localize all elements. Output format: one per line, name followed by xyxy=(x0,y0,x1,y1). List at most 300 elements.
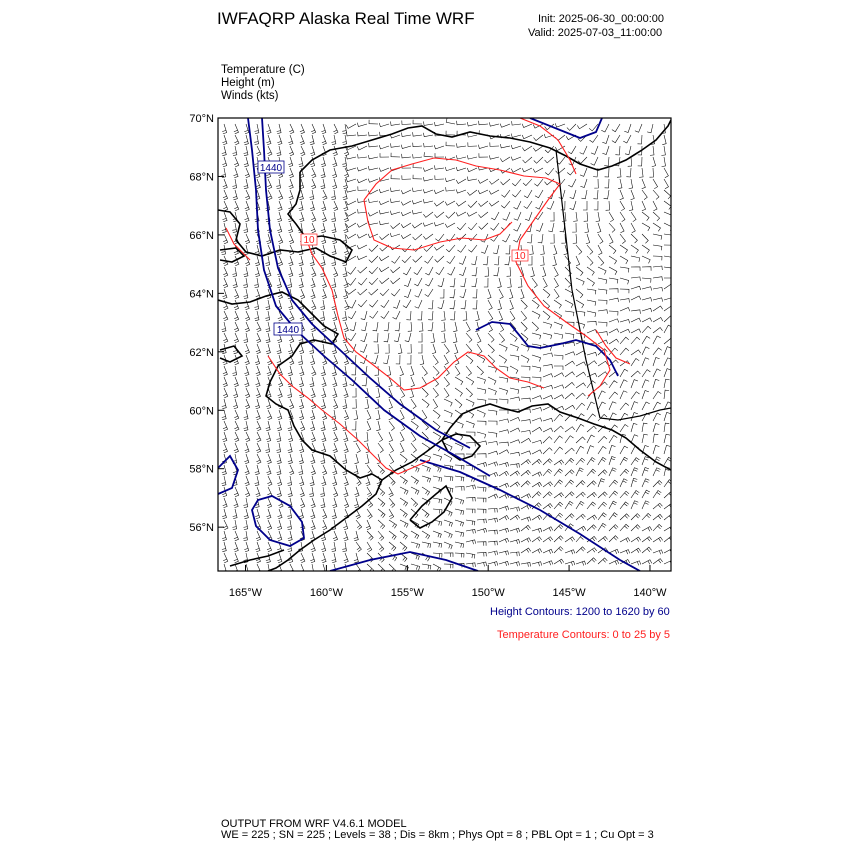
wind-barb xyxy=(422,388,428,397)
wind-barb xyxy=(394,333,400,342)
wind-barb xyxy=(414,278,422,286)
wind-barb xyxy=(433,366,439,375)
wind-barb xyxy=(487,289,491,299)
wind-barb xyxy=(466,509,475,513)
wind-barb xyxy=(488,300,492,310)
wind-barb xyxy=(268,190,273,200)
wind-barb xyxy=(629,179,633,189)
wind-barb xyxy=(653,287,663,291)
wind-barb xyxy=(653,201,657,211)
wind-barb xyxy=(510,440,520,444)
wind-barb xyxy=(554,333,563,339)
wind-barb xyxy=(344,498,349,508)
wind-barb xyxy=(403,267,411,275)
wind-barb xyxy=(471,256,477,265)
wind-barb xyxy=(510,540,520,544)
wind-barb xyxy=(422,410,427,420)
wind-barb xyxy=(499,355,507,363)
wind-barb xyxy=(477,421,486,425)
wind-barb xyxy=(642,457,649,465)
wind-barb xyxy=(456,179,466,184)
wind-barb xyxy=(554,355,563,360)
wind-barb xyxy=(267,366,272,376)
wind-barb xyxy=(609,480,618,487)
wind-barb xyxy=(332,278,336,288)
wind-barb xyxy=(332,553,336,563)
wind-barb xyxy=(664,379,670,388)
wind-barb xyxy=(234,432,239,442)
wind-barb xyxy=(256,454,261,464)
wind-barb xyxy=(428,322,433,331)
wind-barb xyxy=(510,528,520,533)
wind-barb xyxy=(473,300,477,309)
wind-barb xyxy=(365,454,369,464)
wind-barb xyxy=(380,289,389,296)
wind-barb xyxy=(631,359,639,367)
wind-barb xyxy=(488,518,498,522)
wind-barb xyxy=(244,520,248,530)
wind-barb xyxy=(468,142,477,146)
wind-barb xyxy=(390,233,400,237)
wind-barb xyxy=(234,322,239,332)
wind-barb xyxy=(378,542,384,552)
wind-barb xyxy=(441,322,445,331)
wind-barb xyxy=(499,506,509,511)
wind-barb xyxy=(245,355,250,365)
wind-barb xyxy=(642,336,650,344)
wind-barb xyxy=(402,256,411,263)
wind-barb xyxy=(411,487,419,495)
wind-barb xyxy=(276,443,280,453)
wind-barb xyxy=(510,452,520,456)
wind-barb xyxy=(256,344,260,354)
wind-barb xyxy=(277,124,281,134)
wind-barb xyxy=(289,146,294,156)
wind-barb xyxy=(587,352,597,356)
wind-barb xyxy=(369,120,378,124)
wind-barb xyxy=(521,300,527,309)
wind-barb xyxy=(288,443,293,453)
wind-barb xyxy=(267,124,272,134)
wind-barb xyxy=(245,201,250,211)
wind-barb xyxy=(642,402,650,410)
wind-barb xyxy=(332,179,336,189)
wind-barb xyxy=(331,542,335,552)
wind-barb xyxy=(266,135,271,145)
wind-barb xyxy=(499,410,508,414)
wind-barb xyxy=(578,157,587,164)
wind-barb xyxy=(620,491,629,498)
wind-barb xyxy=(332,476,336,486)
wind-barb xyxy=(507,267,511,276)
wind-barb xyxy=(445,223,455,227)
wind-barb xyxy=(364,432,368,441)
temperature-contours xyxy=(226,118,630,474)
wind-barb xyxy=(435,175,444,179)
wind-barb xyxy=(540,245,544,255)
wind-barb xyxy=(393,300,400,308)
wind-barb xyxy=(256,421,261,431)
wind-barb xyxy=(455,421,463,428)
wind-barb xyxy=(653,318,663,323)
wind-barb xyxy=(653,550,663,555)
wind-barb xyxy=(501,190,510,197)
wind-barb xyxy=(664,536,674,542)
wind-barb xyxy=(488,541,497,545)
wind-barb xyxy=(532,562,542,567)
wind-barb xyxy=(234,168,239,178)
wind-barb xyxy=(601,124,609,132)
wind-barb xyxy=(244,157,248,167)
wind-barb xyxy=(401,234,411,239)
wind-barb xyxy=(299,410,303,420)
wind-barb xyxy=(288,487,292,497)
wind-barb xyxy=(310,410,314,420)
wind-barb xyxy=(521,517,531,522)
wind-barb xyxy=(365,399,369,409)
temp-contour-label-2: 10 xyxy=(514,251,526,262)
wind-barb xyxy=(425,289,433,297)
wind-barb xyxy=(391,278,401,284)
wind-barb xyxy=(543,333,552,339)
wind-barb xyxy=(510,515,520,520)
wind-barb xyxy=(357,256,367,260)
wind-barb xyxy=(521,451,531,455)
wind-barb xyxy=(587,414,596,421)
wind-barb xyxy=(477,519,486,523)
wind-barb xyxy=(642,513,651,520)
wind-barb xyxy=(333,267,338,277)
wind-barb xyxy=(548,190,554,199)
wind-barb xyxy=(467,212,477,216)
wind-barb xyxy=(455,542,464,548)
wind-barb xyxy=(587,245,593,254)
wind-barb xyxy=(223,190,228,200)
wind-barb xyxy=(423,234,433,239)
wind-barb xyxy=(435,256,444,262)
wind-barb xyxy=(255,256,259,266)
wind-barb xyxy=(554,366,563,370)
wind-barb xyxy=(289,256,294,266)
wind-barb xyxy=(299,476,304,486)
wind-barb xyxy=(609,339,619,344)
wind-barb xyxy=(444,454,452,462)
wind-barb xyxy=(357,223,367,227)
wind-barb xyxy=(664,297,674,301)
wind-barb xyxy=(543,459,552,465)
wind-barb xyxy=(653,423,659,432)
wind-barb xyxy=(277,553,281,563)
wind-barb xyxy=(642,479,649,487)
wind-barb xyxy=(310,256,314,266)
wind-barb xyxy=(642,256,650,263)
wind-barb xyxy=(532,333,541,339)
wind-barb xyxy=(358,289,367,295)
wind-barb xyxy=(391,289,400,296)
wind-barb xyxy=(299,465,303,475)
wind-barb xyxy=(554,289,559,299)
wind-barb xyxy=(398,344,402,354)
wind-barb xyxy=(642,278,651,283)
wind-barb xyxy=(500,144,510,148)
wind-barb xyxy=(344,476,349,486)
wind-barb xyxy=(554,525,563,532)
wind-barb xyxy=(501,201,510,208)
wind-barb xyxy=(223,201,228,211)
wind-barb xyxy=(609,536,618,542)
wind-barb xyxy=(587,330,597,334)
wind-barb xyxy=(642,501,649,509)
wind-barb xyxy=(543,311,550,320)
wind-barb xyxy=(652,157,656,167)
wind-barb xyxy=(422,509,429,518)
wind-barb xyxy=(609,298,619,302)
wind-barb xyxy=(350,322,356,331)
wind-barb xyxy=(535,190,543,198)
wind-barb xyxy=(223,267,228,277)
wind-barb xyxy=(642,234,648,243)
wind-barb xyxy=(565,427,575,432)
wind-barb xyxy=(376,388,380,398)
wind-barb xyxy=(370,311,379,318)
wind-barb xyxy=(489,201,499,206)
wind-barb xyxy=(357,245,367,249)
wind-barb xyxy=(256,531,261,541)
wind-barb xyxy=(455,399,462,408)
wind-barb xyxy=(384,322,389,331)
wind-barb xyxy=(245,443,249,453)
wind-barb xyxy=(222,223,227,233)
wind-barb xyxy=(522,124,532,128)
wind-barb xyxy=(299,212,304,222)
wind-barb xyxy=(576,278,584,285)
wind-barb xyxy=(333,201,338,211)
wind-barb xyxy=(639,168,643,177)
wind-barb xyxy=(631,212,636,222)
wind-barb xyxy=(410,366,414,376)
wind-barb xyxy=(436,267,444,275)
wind-barb xyxy=(598,267,606,275)
field-temperature-label: Temperature (C) xyxy=(221,64,305,76)
wind-barb xyxy=(332,245,336,255)
temp-contour-10-north xyxy=(364,158,610,396)
wind-barb xyxy=(548,223,554,232)
wind-barb xyxy=(278,388,283,398)
wind-barb xyxy=(367,531,373,540)
wind-barb xyxy=(598,513,607,520)
axis-ticks xyxy=(218,118,650,571)
wind-barb xyxy=(587,321,596,325)
wind-barb xyxy=(332,311,336,321)
wind-barb xyxy=(299,256,304,266)
wind-barb xyxy=(277,410,281,420)
wind-barb xyxy=(424,121,434,125)
wind-barb xyxy=(232,267,236,277)
wind-barb xyxy=(433,509,442,514)
wind-barb xyxy=(565,448,574,454)
wind-barb xyxy=(458,245,467,252)
wind-barb xyxy=(455,476,464,481)
wind-barb xyxy=(322,520,327,530)
wind-barb xyxy=(576,526,586,531)
wind-barb xyxy=(277,520,282,530)
wind-barb xyxy=(511,134,521,138)
wind-barb xyxy=(653,524,662,531)
wind-barb xyxy=(664,316,673,322)
wind-barb xyxy=(369,245,378,252)
wind-barb xyxy=(422,366,427,376)
wind-barb xyxy=(254,300,258,310)
lon-label: 160°W xyxy=(309,587,343,599)
wind-barb xyxy=(310,135,314,145)
wind-barb xyxy=(244,542,249,552)
wind-barb xyxy=(332,421,336,431)
wind-barb xyxy=(372,355,378,364)
wind-barb xyxy=(321,223,326,233)
wind-barb xyxy=(357,234,367,238)
wind-barb xyxy=(354,498,359,508)
wind-barb xyxy=(389,443,394,453)
wind-barb xyxy=(500,157,510,162)
wind-barb xyxy=(631,337,640,344)
wind-barb xyxy=(523,179,532,186)
wind-barb xyxy=(543,395,553,399)
wind-barb xyxy=(664,278,673,282)
wind-barb xyxy=(267,454,272,464)
wind-barb xyxy=(598,502,607,509)
wind-barb xyxy=(400,476,407,484)
wind-barb xyxy=(587,481,596,487)
lon-label: 145°W xyxy=(552,587,586,599)
wind-barb xyxy=(510,388,519,394)
wind-barb xyxy=(554,426,563,432)
wind-barb xyxy=(222,157,227,167)
lat-label: 66°N xyxy=(189,229,214,242)
wind-barb xyxy=(565,537,575,542)
wind-barb xyxy=(576,300,584,308)
wind-barb xyxy=(354,465,358,475)
wind-barb xyxy=(233,278,238,288)
wind-barb xyxy=(543,374,553,378)
lat-label: 70°N xyxy=(189,113,214,125)
wind-barb xyxy=(631,310,640,314)
wind-barb xyxy=(446,245,455,252)
wind-barb xyxy=(618,179,622,189)
wind-barb xyxy=(565,480,574,487)
wind-barb xyxy=(425,278,433,286)
wind-barb xyxy=(278,190,283,200)
wind-barb xyxy=(433,531,441,538)
wind-barb xyxy=(420,355,424,365)
wind-barb xyxy=(565,333,574,338)
wind-barb xyxy=(499,388,508,395)
wind-barb xyxy=(322,465,327,475)
wind-barb xyxy=(653,369,661,377)
wind-barb xyxy=(609,468,616,476)
wind-barb xyxy=(565,492,574,498)
wind-barb xyxy=(510,344,518,351)
wind-barb xyxy=(620,223,624,233)
wind-barb xyxy=(584,212,588,221)
wind-barb xyxy=(232,223,236,233)
wind-barb xyxy=(277,465,281,475)
wind-barb xyxy=(320,487,324,497)
wind-barb xyxy=(597,223,601,233)
wind-barb xyxy=(300,135,305,145)
wind-barb xyxy=(434,245,444,250)
wind-barb xyxy=(477,454,486,458)
wind-barb xyxy=(460,289,466,298)
wind-barb xyxy=(234,124,239,134)
wind-barb xyxy=(346,155,356,159)
wind-barb xyxy=(598,278,607,284)
wind-barb xyxy=(488,494,498,499)
wind-barb xyxy=(653,503,662,509)
wind-barb xyxy=(223,388,228,398)
wind-barb xyxy=(444,410,452,417)
wind-barb xyxy=(576,458,585,465)
wind-barb xyxy=(499,551,509,555)
wind-barb xyxy=(662,135,666,145)
wind-barb xyxy=(222,465,226,475)
wind-barb xyxy=(545,157,554,163)
wind-barb xyxy=(477,344,482,354)
wind-barb xyxy=(232,366,236,376)
wind-barb xyxy=(245,476,250,486)
wind-barb xyxy=(499,419,509,423)
wind-barb xyxy=(223,212,228,222)
temperature-contour-legend: Temperature Contours: 0 to 25 by 5 xyxy=(497,629,671,641)
wind-barb xyxy=(254,135,258,145)
wind-barb xyxy=(466,355,473,364)
wind-barb xyxy=(322,278,327,288)
wind-barb xyxy=(510,397,520,401)
wind-barb xyxy=(576,561,586,566)
wind-barb xyxy=(422,531,430,539)
wind-barb xyxy=(533,146,543,151)
wind-barb xyxy=(332,168,337,178)
wind-barb xyxy=(543,537,553,542)
wind-barb xyxy=(499,561,509,565)
wind-barb xyxy=(631,468,638,476)
wind-barb xyxy=(479,223,488,229)
wind-barb xyxy=(300,553,305,563)
wind-barb xyxy=(446,131,455,135)
wind-barb xyxy=(412,223,422,228)
wind-barb xyxy=(369,199,379,203)
wind-barb xyxy=(423,189,433,193)
wind-barb xyxy=(255,311,259,321)
wind-barb xyxy=(425,267,433,275)
wind-barb xyxy=(499,450,509,454)
wind-barb xyxy=(411,399,416,409)
wind-barb xyxy=(631,190,635,200)
wind-barb xyxy=(524,201,532,209)
wind-barb xyxy=(598,436,607,443)
wind-barb xyxy=(477,509,486,513)
wind-barb xyxy=(554,385,564,389)
wind-barb xyxy=(609,223,615,232)
wind-barb xyxy=(266,553,271,563)
wind-barb xyxy=(585,223,589,233)
wind-barb xyxy=(300,146,305,156)
wind-barb xyxy=(450,311,455,320)
wind-barb xyxy=(379,278,389,284)
wind-barb xyxy=(510,417,520,421)
wind-barb xyxy=(411,542,420,548)
wind-barb xyxy=(647,124,653,133)
wind-barb xyxy=(289,311,294,321)
